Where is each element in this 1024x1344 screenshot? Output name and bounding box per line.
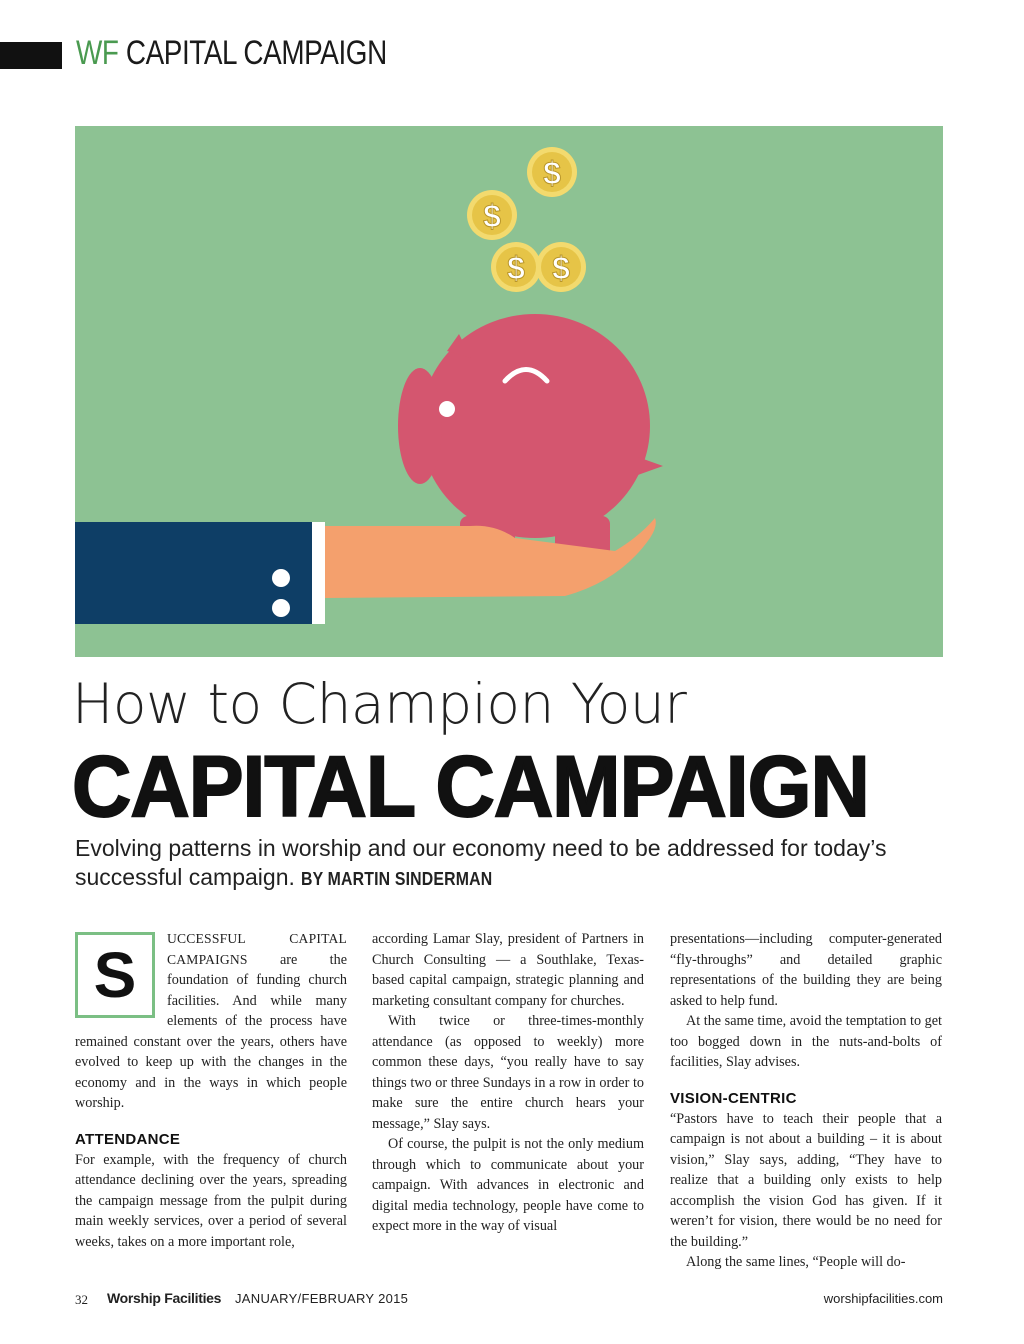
hero-illustration	[75, 126, 943, 657]
intro-rest: are the foundation of funding church facilities. And while many elements of the process have remained constant over the years, others have evolved to keep up with the changes in the economy and in the ways in which people worship.	[75, 951, 347, 1111]
website-url: worshipfacilities.com	[823, 1291, 943, 1306]
issue-date: JANUARY/FEBRUARY 2015	[235, 1291, 409, 1306]
paragraph-same-time: At the same time, avoid the temptation to get too bogged down in the nuts-and-bolts of facilities, Slay advises.	[670, 1013, 942, 1070]
article-column-1	[75, 929, 347, 1252]
coin-icon	[491, 242, 541, 292]
paragraph-twice-monthly: With twice or three-times-monthly attendance (as opposed to weekly) more common these days, “you really have to say things two or three Sundays in a row in order to make sure the entire church hears your message,” Slay says.	[372, 1013, 644, 1132]
subhead-attendance: ATTENDANCE	[75, 1130, 181, 1148]
svg-text:$: $	[552, 250, 570, 286]
sleeve-icon	[75, 522, 325, 624]
paragraph-vision: “Pastors have to teach their people that a campaign is not about a building – it is about vision,” Slay says, adding, “They have to realize that a building only exists to help accomplish the vision God has given. If it weren’t for vision, there would be no need for the building.”	[670, 1110, 942, 1250]
svg-text:$: $	[543, 155, 561, 191]
svg-text:$: $	[507, 250, 525, 286]
coin-icon	[467, 190, 517, 240]
article-column-3	[670, 929, 942, 1273]
paragraph-attendance: according Lamar Slay, president of Partners in Church Consulting — a Southlake, Texas-based capital campaign, strategic planning and marketing consultant company for churches.	[372, 931, 644, 1009]
paragraph-along-lines: Along the same lines, “People will do-	[686, 1254, 906, 1270]
subhead-vision-centric: VISION-CENTRIC	[670, 1089, 797, 1107]
deck-text: Evolving patterns in worship and our economy need to be addressed for today’s successful campaign.	[75, 835, 887, 890]
article-deck	[75, 834, 955, 894]
paragraph-attendance: For example, with the frequency of church attendance declining over the years, spreading the campaign message from the pulpit during main weekly services, over a period of several weeks, takes on a more important role,	[75, 1151, 347, 1250]
paragraph-pulpit: Of course, the pulpit is not the only medium through which to communicate about your campaign. With advances in electronic and digital media technology, people have come to expect more in the way of visual	[372, 1136, 644, 1234]
section-header	[76, 34, 387, 73]
intro-caps: UCCESSFUL CAPITAL CAMPAIGNS	[167, 931, 347, 967]
drop-cap: S	[75, 932, 155, 1018]
section-title: CAPITAL CAMPAIGN	[125, 34, 387, 72]
coin-icon	[536, 242, 586, 292]
page-footer	[75, 1290, 943, 1310]
section-wf-label: WF	[76, 34, 119, 72]
article-column-2	[372, 929, 644, 1237]
magazine-name: Worship Facilities	[107, 1290, 222, 1306]
piggy-bank-illustration	[75, 126, 943, 657]
piggy-bank-icon	[398, 314, 663, 558]
byline: BY MARTIN SINDERMAN	[301, 869, 493, 889]
section-marker-bar	[0, 42, 62, 69]
paragraph-pulpit: presentations—including computer-generated “fly-throughs” and detailed graphic representations of the building they are being asked to help fund.	[670, 931, 942, 1009]
page-number: 32	[75, 1292, 88, 1307]
coin-icon	[527, 147, 577, 197]
headline-bold: CAPITAL CAMPAIGN	[72, 739, 869, 835]
headline-light: How to Champion Your	[72, 672, 687, 736]
svg-text:$: $	[483, 198, 501, 234]
